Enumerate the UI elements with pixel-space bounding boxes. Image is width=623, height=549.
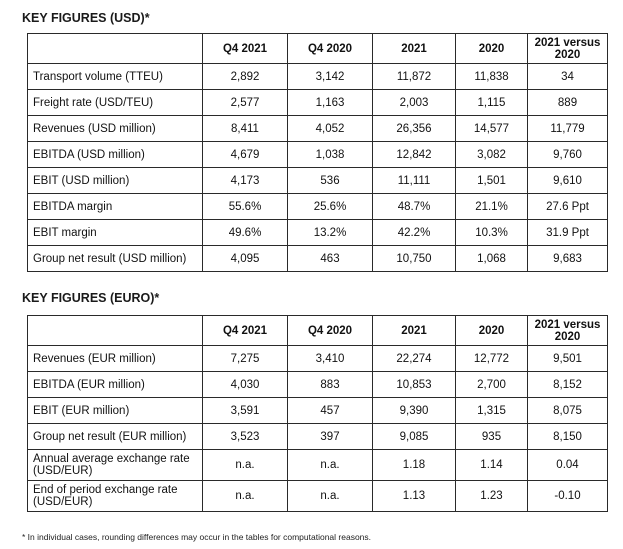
column-header: 2021 versus 2020 [528, 316, 608, 346]
table-row [28, 64, 608, 90]
table-cell: 9,683 [528, 246, 608, 272]
table-cell: 4,030 [203, 372, 288, 398]
table-row [28, 398, 608, 424]
table-cell: 463 [288, 246, 373, 272]
table-row [28, 194, 608, 220]
table-cell: 11,872 [373, 64, 456, 90]
table-cell: 55.6% [203, 194, 288, 220]
table-cell: 2,700 [456, 372, 528, 398]
column-header: 2021 [373, 316, 456, 346]
table-cell: 26,356 [373, 116, 456, 142]
table-cell: 12,842 [373, 142, 456, 168]
table-row [28, 168, 608, 194]
table-row [28, 142, 608, 168]
table-cell: 11,838 [456, 64, 528, 90]
table-cell: 3,591 [203, 398, 288, 424]
table-cell: 8,152 [528, 372, 608, 398]
table-cell: 3,410 [288, 346, 373, 372]
table-row [28, 90, 608, 116]
table-cell: 22,274 [373, 346, 456, 372]
usd-section-title: KEY FIGURES (USD)* [22, 11, 150, 25]
table-cell: 9,085 [373, 424, 456, 450]
column-header: 2020 [456, 316, 528, 346]
usd-key-figures-table [27, 33, 608, 272]
table-cell: 13.2% [288, 220, 373, 246]
column-header: 2021 [373, 34, 456, 64]
table-cell: 1,115 [456, 90, 528, 116]
table-cell: 1.23 [456, 481, 528, 512]
table-cell: 9,501 [528, 346, 608, 372]
table-cell: 9,760 [528, 142, 608, 168]
row-label: EBITDA margin [28, 194, 203, 220]
table-row [28, 450, 608, 481]
row-label: Freight rate (USD/TEU) [28, 90, 203, 116]
column-header [28, 34, 203, 64]
row-label: Revenues (EUR million) [28, 346, 203, 372]
table-row [28, 220, 608, 246]
table-cell: 8,411 [203, 116, 288, 142]
table-cell: 11,111 [373, 168, 456, 194]
row-label: Group net result (EUR million) [28, 424, 203, 450]
row-label: Group net result (USD million) [28, 246, 203, 272]
table-row [28, 481, 608, 512]
table-cell: 0.04 [528, 450, 608, 481]
table-cell: 34 [528, 64, 608, 90]
table-cell: n.a. [288, 450, 373, 481]
table-row [28, 424, 608, 450]
column-header: Q4 2020 [288, 316, 373, 346]
table-cell: 9,390 [373, 398, 456, 424]
table-row [28, 346, 608, 372]
row-label: EBITDA (USD million) [28, 142, 203, 168]
table-cell: 9,610 [528, 168, 608, 194]
table-cell: 31.9 Ppt [528, 220, 608, 246]
table-cell: 536 [288, 168, 373, 194]
table-cell: 3,523 [203, 424, 288, 450]
table-cell: 10.3% [456, 220, 528, 246]
table-cell: 12,772 [456, 346, 528, 372]
row-label: EBIT (USD million) [28, 168, 203, 194]
table-cell: 8,150 [528, 424, 608, 450]
row-label: EBIT (EUR million) [28, 398, 203, 424]
table-cell: 8,075 [528, 398, 608, 424]
table-cell: 4,679 [203, 142, 288, 168]
table-cell: -0.10 [528, 481, 608, 512]
table-cell: 2,892 [203, 64, 288, 90]
table-cell: 10,750 [373, 246, 456, 272]
table-cell: 397 [288, 424, 373, 450]
table-cell: 2,577 [203, 90, 288, 116]
table-cell: n.a. [203, 481, 288, 512]
table-cell: 1.18 [373, 450, 456, 481]
table-row [28, 372, 608, 398]
table-cell: 1,315 [456, 398, 528, 424]
table-cell: 1,068 [456, 246, 528, 272]
table-cell: 1,501 [456, 168, 528, 194]
row-label: EBIT margin [28, 220, 203, 246]
table-cell: n.a. [203, 450, 288, 481]
table-cell: 48.7% [373, 194, 456, 220]
table-cell: 1,038 [288, 142, 373, 168]
table-cell: 7,275 [203, 346, 288, 372]
column-header: 2020 [456, 34, 528, 64]
table-cell: 1,163 [288, 90, 373, 116]
row-label: Revenues (USD million) [28, 116, 203, 142]
table-cell: 42.2% [373, 220, 456, 246]
table-cell: 1.14 [456, 450, 528, 481]
table-cell: 21.1% [456, 194, 528, 220]
column-header [28, 316, 203, 346]
table-cell: 25.6% [288, 194, 373, 220]
table-cell: 2,003 [373, 90, 456, 116]
row-label: Annual average exchange rate (USD/EUR) [28, 450, 203, 481]
table-cell: 4,052 [288, 116, 373, 142]
table-cell: 935 [456, 424, 528, 450]
table-cell: 49.6% [203, 220, 288, 246]
row-label: End of period exchange rate (USD/EUR) [28, 481, 203, 512]
column-header: 2021 versus 2020 [528, 34, 608, 64]
table-cell: 4,095 [203, 246, 288, 272]
table-row [28, 116, 608, 142]
table-cell: 3,082 [456, 142, 528, 168]
table-cell: 14,577 [456, 116, 528, 142]
table-row [28, 246, 608, 272]
table-cell: 883 [288, 372, 373, 398]
table-cell: 1.13 [373, 481, 456, 512]
eur-section-title: KEY FIGURES (EURO)* [22, 291, 160, 305]
table-cell: 11,779 [528, 116, 608, 142]
table-header-row [28, 316, 608, 346]
table-cell: 4,173 [203, 168, 288, 194]
row-label: Transport volume (TTEU) [28, 64, 203, 90]
eur-key-figures-table [27, 315, 608, 512]
column-header: Q4 2021 [203, 34, 288, 64]
column-header: Q4 2021 [203, 316, 288, 346]
table-cell: 27.6 Ppt [528, 194, 608, 220]
table-cell: 457 [288, 398, 373, 424]
table-cell: 10,853 [373, 372, 456, 398]
table-cell: n.a. [288, 481, 373, 512]
footnote: * In individual cases, rounding differences may occur in the tables for computational reasons. [22, 532, 372, 542]
column-header: Q4 2020 [288, 34, 373, 64]
table-cell: 3,142 [288, 64, 373, 90]
row-label: EBITDA (EUR million) [28, 372, 203, 398]
table-cell: 889 [528, 90, 608, 116]
table-header-row [28, 34, 608, 64]
